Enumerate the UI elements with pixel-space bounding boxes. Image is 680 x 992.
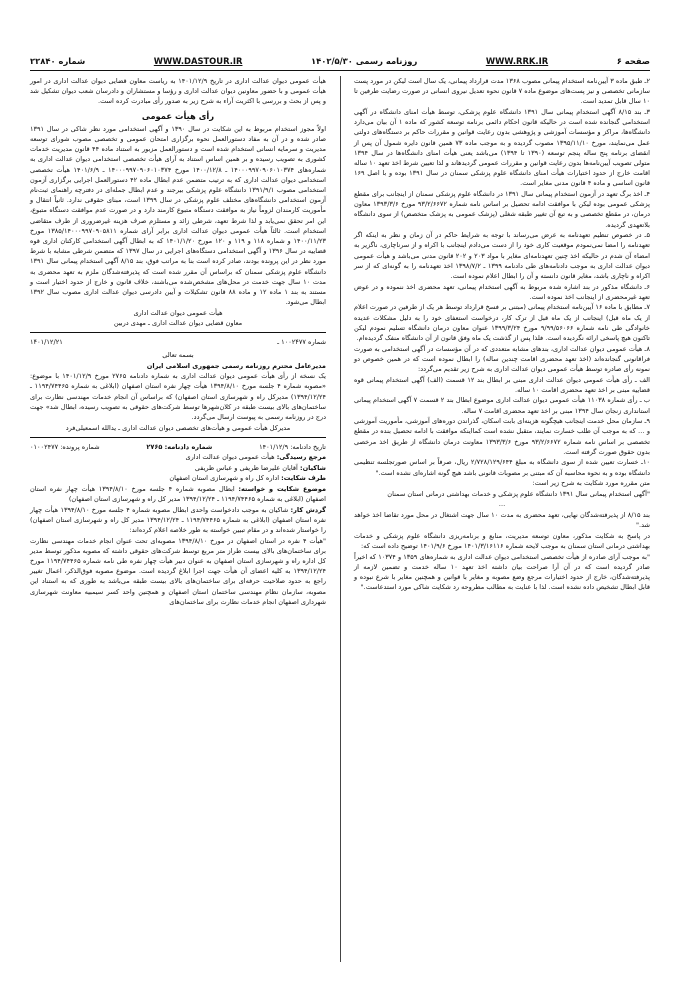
site-link-dastour[interactable]: WWW.DASTOUR.IR — [153, 56, 243, 66]
process-paragraph — [30, 505, 326, 536]
field-label: گردش کار: — [290, 505, 326, 514]
case-field-subject — [30, 484, 326, 504]
case-meta-line — [30, 442, 326, 452]
field-label: طرف شکایت: — [281, 474, 326, 483]
section-divider — [30, 332, 326, 333]
paragraph: در پاسخ به شکایت مذکور، معاون توسعه مدیریت، منابع و برنامه‌ریزی دانشگاه علوم پزشکی و خدمات بهداشتی درمانی استان سمنان به موجب لایحه شماره ۱۴۰۱/۳/۱۶۱۱۶ مورخ ۱۴۰۱/۹/۶ توضیح داده است که: — [354, 531, 650, 550]
paragraph: ۷ـ مطابق با ماده ۱۶ آیین‌نامه استخدام پیمانی (مبتنی بر فسخ قرارداد توسط هر یک از طرفین در صورت اعلام از یک ماه قبل) اینجانب از یک ماه قبل از ترک کار، درخواست استعفای خود را به دلیل مشکلات عدیده خانوادگی طی نامه شماره ۹/۹۹/۵۶۰۶۶ مورخ ۱۳۹۹/۳/۲۴ عنوان معاون درمان دانشگاه تسلیم نمودم لیکن تاکنون هیچ پاسخی ارائه نگردیده است. فلذا پس از گذشت یک ماه وفق قانون از آن دانشگاه منفک گردیده‌ام. — [354, 303, 651, 343]
case-field-plaintiffs — [30, 463, 326, 473]
field-value: اداره کل راه و شهرسازی استان اصفهان — [169, 474, 282, 483]
notice-body: یک نسخه از رأی هیأت عمومی دیوان عدالت اداری به شماره دادنامه ۲۷۶۵ مورخ ۱۴۰۱/۱۲/۹ با موضوع: «مصوبه شماره ۴ جلسه مورخ ۱۳۹۴/۸/۱۰ هیأت چهار نفره استان اصفهان (ابلاغی به شماره ۱۱۹۴/۷۴۴۶۵ ـ ۱۳۹۴/۱۲/۲۴) مدیرکل راه و شهرسازی استان اصفهان) که براساس آن انجام خدمات مهندسی نظارت برای ساختمان‌های بالای بیست طبقه در کلان‌شهرها توسط شرکت‌های حقوقی به تصویب رسیده، ابطال شد» جهت درج در روزنامه رسمی به پیوست ارسال می‌گردد. — [30, 372, 327, 422]
paragraph: بند ۸/۱۵ از پذیرفته‌شدگان نهایی، تعهد محضری به مدت ۱۰ سال جهت اشتغال در محل مورد تقاضا اخذ خواهد شد." — [354, 511, 650, 530]
ellipsis: … — [498, 500, 506, 509]
case-field-defendant — [30, 473, 326, 483]
paragraph: ۵ـ در خصوص تنظیم تعهدنامه به عرض می‌رساند با توجه به شرایط حاکم در آن زمان و نظر به اینکه اگر تعهدنامه را امضا نمی‌نمودم موقعیت کاری خود را از دست می‌دادم اینجانب با اکراه و از سرناچاری، ناگزیر به امضاء آن شدم در حالیکه اخذ چنین تعهدنامه‌ای مغایر با مواد ۲۰۳ و ۲۰۲ قانون مدنی می‌باشد و هیأت عمومی دیوان عدالت اداری به موجب دادنامه‌های طی دادنامه ۱۳۹۹ ـ ۱۳۹۸/۷/۲ اخذ تعهدنامه را به گونه‌ای که از سر اکراه و ناچاری باشد، مغایر قانون دانسته و آن را ابطال اعلام نموده است. — [354, 231, 650, 281]
paragraph: "به موجب آرای صادره از هیأت تخصصی استخدامی دیوان عدالت اداری به شماره‌های ۱۳۵۹ و ۱۰۳۷۴ که اخیراً صادر گردیده است که در آن آرا صراحت بیان داشته اخذ تعهد ۱۰ ساله خدمت و تضمین لازمه از پذیرفته‌شدگان، خارج از حدود اختیارات مرجع وضع مصوبه و مغایر با قوانین و همچنین مغایر با شرع نبوده و قابل ابطال تشخیص داده نشده است. لذا با عنایت به مطالب مطروحه رد شکایت شاکی مورد استدعاست." — [354, 552, 650, 592]
right-column — [354, 76, 650, 593]
bismillah: بسمه تعالی — [162, 351, 194, 360]
column-divider — [340, 76, 341, 962]
newspaper-date: روزنامه رسمی ۱۴۰۲/۵/۳۰ — [311, 56, 418, 66]
verdict-number: شماره دادنامه: ۲۷۶۵ — [146, 442, 213, 451]
file-number: شماره پرونده: ۰۱۰۰۲۴۷۷ — [30, 442, 100, 451]
paragraph: متن مقرره مورد شکایت به شرح زیر است: — [532, 479, 650, 488]
notice-date: ۱۴۰۱/۱۲/۲۱ — [30, 338, 63, 347]
left-column — [30, 76, 326, 607]
paragraph: الف ـ رأی هیأت عمومی دیوان عدالت اداری مبنی بر ابطال بند ۱۲ قسمت (الف) آگهی استخدام پیمانی قوه قضاییه مبنی بر اخذ تعهد محضری اقامت ۱۰ ساله. — [354, 375, 650, 394]
paragraph: ۶ـ دانشگاه مذکور در بند اشاره شده مربوط به آگهی استخدام پیمانی، تعهد محضری اخذ ننموده و در عوض تعهد غیرمحضری از اینجانب اخذ نموده است. — [354, 282, 650, 301]
section-divider — [30, 437, 326, 438]
paragraph: ۱۰ـ خسارت تعیین شده از سوی دانشگاه به مبلغ ۲/۷۲۸/۱۲۹/۶۴۴ ریال، صرفاً بر اساس صورتجلسه تنظیمی دانشگاه بوده و به نحوه محاسبه آن که مبتنی بر مصوبات قانونی باشد هیچ گونه اشاره‌ای نشده است." — [354, 458, 650, 477]
ruling-heading: رأی هیأت عمومی — [141, 110, 215, 121]
notice-header — [30, 337, 326, 347]
paragraph: ۳ـ بند ۸/۱۵ آگهی استخدام پیمانی سال ۱۳۹۱ دانشگاه علوم پزشکی، توسط هیأت امنای دانشگاه در آگهی استخدامی گنجانده شده است در حالیکه قانون احکام دائمی برنامه توسعه کشور که ماده ۱ آن بیان می‌دارد دانشگاه‌ها، مراکز و مؤسسات آموزشی و پژوهشی بدون رعایت قوانین و مقررات حاکم بر دستگاه‌های دولتی عمل می‌نمایند، مورخ ۱۳۹۵/۱۱/۱۰ مصوب گردیده و به موجب ماده ۷۳ همین قانون دایره شمول آن پس از انقضای برنامه پنج ساله پنجم توسعه (۱۳۹۰ تا ۱۳۹۴) می‌باشد یعنی هیأت امنای دانشگاه‌ها در سال ۱۳۹۴ متولی تصویب آیین‌نامه‌ها بدون رعایت قوانین و مقررات عمومی گردیدهاند و لذا تعیین شرط اخذ تعهد ۱۰ ساله اقامت خارج از حدود اختیارات هیأت امنای دانشگاه علوم پزشکی سمنان در سال ۱۳۹۱ بوده و با اصل ۱۶۹ قانون اساسی و ماده ۴ قانون مدنی مغایر است. — [353, 108, 651, 188]
page-header — [30, 52, 650, 70]
field-value: شاکیان به موجب دادخواست واحدی ابطال مصوبه شماره ۴ جلسه مورخ ۱۳۹۴/۸/۱۰ هیأت چهار نفره استان اصفهان (ابلاغی به شماره ۱۱۹۴/۷۴۴۶۵ ـ ۱۳۹۴/۱۲/۲۴ مدیر کل راه و شهرسازی استان اصفهان) را خواستار شده‌اند و در مقام تبیین خواسته به طور خلاصه اعلام کرده‌اند: — [30, 505, 327, 535]
field-value: هیأت عمومی دیوان عدالت اداری — [185, 453, 277, 462]
site-link-rrk[interactable]: WWW.RRK.IR — [485, 56, 549, 66]
paragraph: "آگهی استخدام پیمانی سال ۱۳۹۱ دانشگاه علوم پزشکی و خدمات بهداشتی درمانی استان سمنان — [387, 489, 650, 498]
case-date: تاریخ دادنامه: ۱۴۰۱/۱۲/۹ — [259, 442, 326, 451]
addressee: مدیرعامل محترم روزنامه رسمی جمهوری اسلامی ایران — [146, 361, 326, 370]
case-field-authority — [30, 452, 326, 462]
paragraph: ب ـ رأی شماره ۱۱۰۳۸ هیأت عمومی دیوان عدالت اداری موضوع ابطال بند ۲ قسمت ۷ آگهی استخدام پیمانی استانداری زنجان سال ۱۳۹۴ مبنی بر اخذ تعهد محضری اقامت ۷ ساله. — [354, 396, 650, 415]
header-divider — [30, 70, 650, 71]
notice-number: شماره ۱۰۰۲۴۷۷ ـ — [277, 338, 326, 347]
field-label: موضوع شکایت و خواسته: — [238, 484, 327, 493]
ruling-paragraph: اولاً مجوز استخدام مربوط به این شکایت در سال ۱۳۹۰ و آگهی استخدامی مورد نظر شاکی در سال ۱۳۹۱ صادر شده و در آن به مفاد دستورالعمل نحوه برگزاری امتحان عمومی و تخصصی مصوب شورای توسعه مدیریت و سرمایه انسانی استخدام شده است و دستورالعمل مزبور به استناد ماده ۴۴ قانون مدیریت خدمات کشوری به تصویب رسیده و بر همین اساس استناد به آرای هیأت تخصصی استخدامی دیوان عدالت اداری به شماره‌های ۱۴۰۰۰۹۹۷۰۹۰۶۰۱۰۳۷۴ ـ ۱۴۰۰/۱۲/۸ مورخ ۱۴۰۰۰۹۹۷۰۹۰۶۰۱۰۳۷۴ ـ ۱۴۰۱/۶/۹ هیأت تخصصی استخدامی دیوان عدالت اداری که به ترتیب متضمن عدم ابطال ماده ۴۲ دستورالعمل اجرایی برگزاری آزمون استخدامی مصوب ۱۳۹۱/۹/۱ دانشگاه علوم پزشکی بیرجند و عدم ابطال جمله‌ای در دفترچه راهنمای ثبت‌نام آزمون استخدامی دانشگاه‌های مختلف علوم پزشکی در سال ۱۳۹۹ است، مبنای حقوقی ندارد. ثانیاً انتقال و مأموریت کارمندان لزوماً نیاز به موافقت دستگاه متبوع کارمند دارد و در صورت عدم موافقت دستگاه متبوع، این امر تحقق نمی‌یابد و لذا شرط تعهد، شرطی زائد و مستلزم صرف هزینه غیرضروری از طرف متقاضی استخدام است. ثالثاً هیأت عمومی دیوان عدالت اداری برابر آرای شماره ۱۳۸۵/۱۴۰۰۰۹۹۷۰۹۰۵۸۱۱ مورخ ۱۴۰۰/۱۱/۲۳ و شماره ۱۱۸ و ۱۱۹ و ۱۲۰ مورخ ۱۴۰۱/۱/۲۰ که به ابطال آگهی استخدامی کارکنان اداری قوه قضاییه در سال ۱۳۹۶ و آگهی استخدامی دستگاه‌های اجرایی در سال ۱۳۹۷ که متضمن شرطی مشابه با شرط مورد نظر در این پرونده بودند، صادر کرده است بنا به مراتب فوق، بند ۸/۱۵ آگهی استخدام پیمانی سال ۱۳۹۱ دانشگاه علوم پزشکی سمنان که براساس آن مقرر شده است که پذیرفته‌شدگان ملزم به تعهد محضری به مدت ۱۰ سال جهت خدمت در محل‌های مشخص‌شده می‌باشند، خلاف قانون و خارج از حدود اختیار است و مستند به بند ۱ ماده ۱۲ و ماده ۸۸ قانون تشکیلات و آیین دادرسی دیوان عدالت اداری مصوب سال ۱۳۹۲ ابطال می‌شود. — [30, 124, 327, 307]
field-value: ابطال مصوبه شماره ۴ جلسه مورخ ۱۳۹۴/۸/۱۰ هیأت چهار نفره استان اصفهان (ابلاغی به شماره ۱۱۹۴/۷۴۴۶۵ ـ ۱۳۹۴/۱۲/۲۴ مدیر کل راه و شهرسازی استان اصفهان) — [30, 484, 326, 504]
ruling-signature-judge: معاون قضایی دیوان عدالت اداری ـ مهدی دربین — [113, 319, 243, 328]
issue-number: شماره ۲۲۸۴۰ — [30, 56, 86, 66]
paragraph: ۲ـ طبق ماده ۳ آیین‌نامه استخدام پیمانی مصوب ۱۳۶۸ مدت قرارداد پیمانی، یک سال است لیکن در مورد پست سازمانی تخصصی و نیز پست‌های موضوع ماده ۷ قانون نحوه تعدیل نیروی انسانی در صورت رضایت طرفین تا ۱۰ سال قابل تمدید است. — [354, 77, 650, 106]
field-value: آقایان علیرضا ظریفی و عباس ظریفی — [194, 463, 300, 472]
intro-paragraph: هیأت عمومی دیوان عدالت اداری در تاریخ ۱۴۰۱/۱۲/۹ به ریاست معاون قضایی دیوان عدالت اداری در امور هیأت عمومی و با حضور معاونین دیوان عدالت اداری و رؤسا و مستشاران و دادرسان شعب دیوان تشکیل شد و پس از بحث و بررسی با اکثریت آراء به شرح زیر به صدور رأی مبادرت کرده است. — [30, 77, 326, 106]
page-number: صفحه ۶ — [616, 56, 650, 66]
ruling-signature: هیأت عمومی دیوان عدالت اداری — [133, 308, 223, 317]
notice-signature: مدیرکل هیأت عمومی و هیأت‌های تخصصی دیوان عدالت اداری ـ یدالله اسمعیلی‌فرد — [65, 423, 291, 432]
paragraph: ۸ـ هیأت عمومی دیوان عدالت اداری، بندهای مشابه متعددی که در آن مؤسسات در آگهی استخدامی به صورت فراقانونی گنجانده‌اند (اخذ تعهد محضری اقامت چندین ساله) را ابطال نموده است که در همین خصوص دو نمونه رأی صادره توسط هیأت عمومی دیوان عدالت اداری به شرح زیر تقدیم می‌گردد: — [354, 344, 650, 374]
field-label: مرجع رسیدگی: — [276, 453, 326, 462]
paragraph: ۹ـ سازمان محل خدمت اینجانب هیچگونه هزینه‌ای بابت اسکان، گذراندن دوره‌های آموزشی، مأموریت آموزشی و … که به موجب آن طلب خسارت نمایند، متقبل نشده است کمااینکه موافقت با ادامه تحصیل بنده در مقطع تخصصی بر اساس نامه شماره ۹۳/۲/۶۶۷۲ مورخ ۱۳۹۳/۳/۶ معاونت درمان دانشگاه از طریق اخذ مرخصی بدون حقوق صورت گرفته است. — [354, 417, 650, 456]
field-label: شاکیان: — [299, 463, 326, 472]
paragraph: ۴ـ اخذ برگ تعهد در آزمون استخدام پیمانی سال ۱۳۹۱ در دانشگاه علوم پزشکی سمنان از اینجانب برای مقطع پزشکی عمومی بوده لیکن با موافقت ادامه تحصیل بر اساس نامه شماره ۹۳/۲/۶۶۷۲ مورخ ۱۳۹۳/۳/۶ معاون درمان، در مقطع تخصصی و به تبع آن تغییر طبقه شغلی (پزشک عمومی به پزشک متخصص) از سوی دانشگاه بلاتعهدی گردیده. — [354, 190, 650, 229]
quote-paragraph: "هیأت ۴ نفره در استان اصفهان در مورخ ۱۳۹۴/۸/۱۰ مصوبه‌ای تحت عنوان انجام خدمات مهندسی نظارت برای ساختمان‌های بالای بیست طراز متر مربع توسط شرکت‌های حقوقی داشته که مصوبه مذکور توسط مدیر کل اداره راه و شهرسازی استان اصفهان به عنوان دبیر هیأت چهار نفره طی نامه شماره ۱۱۹۴/۷۴۴۶۵ مورخ ۱۳۹۴/۱۲/۲۴ به کلیه اعضای آن هیأت جهت اجرا ابلاغ گردیده است. موضوع مصوبه فوق‌الذکر، اعمال تغییر راجع به حدود صلاحیت حرفه‌ای برای ساختمان‌های بالای بیست طبقه می‌باشد به طوری که به استناد این مصوبه، سازمان نظام مهندسی ساختمان استان اصفهان و همچنین واحد کسر سیمبیه معاونت شهرسازی شهرداری اصفهان انجام خدمات نظارت برای ساختمان‌های — [30, 536, 326, 606]
